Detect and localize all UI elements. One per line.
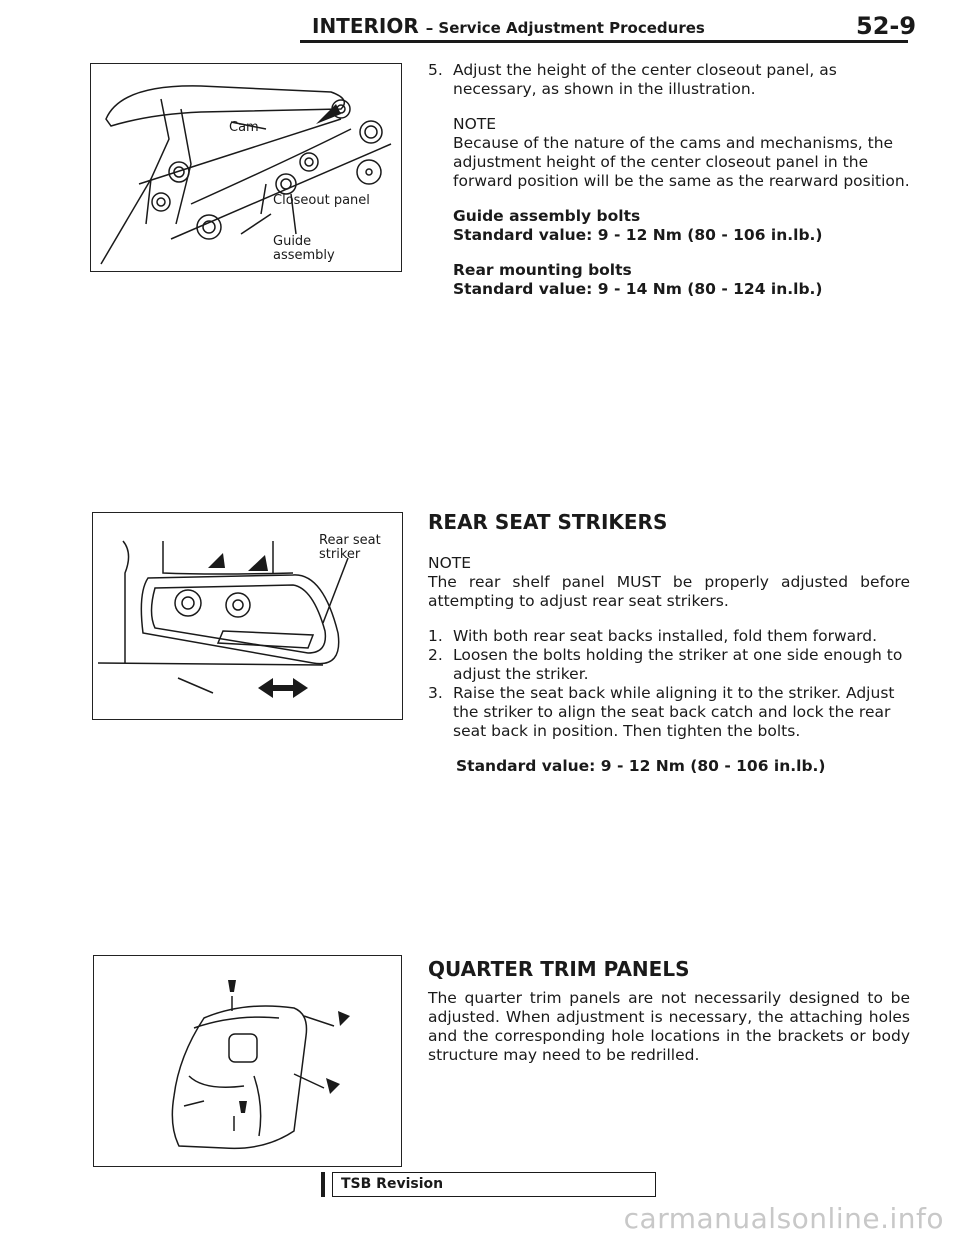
tsb-bar (321, 1172, 325, 1197)
strikers-note-text: The rear shelf panel MUST be properly adjusted before attempting to adjust rear seat strikers. (428, 573, 910, 610)
closeout-panel-drawing (91, 64, 401, 271)
quarter-trim-panel-drawing (94, 956, 401, 1166)
note-text: Because of the nature of the cams and mechanisms, the adjustment height of the center closeout panel in the forward position will be the same as the rearward position. (453, 134, 910, 190)
closeout-panel-label: Closeout panel (273, 193, 370, 208)
header-rule (300, 40, 908, 43)
page-header-title (312, 14, 705, 38)
section-subtitle: – Service Adjustment Procedures (425, 19, 705, 37)
assembly-label: assembly (273, 248, 335, 263)
page-number: 52-9 (856, 12, 917, 40)
guide-bolts-title: Guide assembly bolts (453, 207, 641, 225)
rear-bolts-value: Standard value: 9 - 14 Nm (80 - 124 in.lb.) (453, 280, 823, 298)
quarter-trim-panel-illustration (93, 955, 402, 1167)
rear-seat-strikers-section (428, 510, 910, 776)
closeout-panel-illustration (90, 63, 402, 272)
watermark: carmanualsonline.info (623, 1202, 944, 1235)
cam-label: Cam (229, 120, 259, 135)
strikers-step-3: 3. Raise the seat back while aligning it to the striker. Adjust the striker to align the seat back catch and lock the rear seat back in position. Then tighten the bolts. (428, 684, 895, 740)
tsb-revision-label: TSB Revision (341, 1176, 444, 1192)
striker-label: striker (319, 547, 361, 562)
note-label: NOTE (453, 115, 497, 133)
guide-label: Guide (273, 234, 312, 249)
quarter-trim-section (428, 957, 910, 1065)
strikers-step-1: 1. With both rear seat backs installed, fold them forward. (428, 627, 878, 645)
strikers-standard-value: Standard value: 9 - 12 Nm (80 - 106 in.lb.) (456, 757, 826, 775)
rear-seat-striker-drawing (93, 513, 402, 719)
strikers-step-2: 2. Loosen the bolts holding the striker at one side enough to adjust the striker. (428, 646, 903, 683)
closeout-adjustment-section (428, 61, 910, 299)
rear-seat-strikers-heading: REAR SEAT STRIKERS (428, 510, 668, 534)
quarter-trim-text: The quarter trim panels are not necessarily designed to be adjusted. When adjustment is necessary, the attaching holes and the corresponding hole locations in the brackets or body structure may need to be redrilled. (428, 989, 910, 1064)
section-title: INTERIOR (312, 14, 419, 38)
rear-bolts-title: Rear mounting bolts (453, 261, 632, 279)
step-5: 5. Adjust the height of the center closeout panel, as necessary, as shown in the illustration. (428, 61, 837, 98)
tsb-revision-box (332, 1172, 656, 1197)
rear-seat-label: Rear seat (319, 533, 381, 548)
guide-bolts-value: Standard value: 9 - 12 Nm (80 - 106 in.lb.) (453, 226, 823, 244)
rear-seat-striker-illustration (92, 512, 403, 720)
strikers-steps (428, 627, 910, 741)
strikers-note-label: NOTE (428, 554, 472, 572)
quarter-trim-heading: QUARTER TRIM PANELS (428, 957, 690, 981)
